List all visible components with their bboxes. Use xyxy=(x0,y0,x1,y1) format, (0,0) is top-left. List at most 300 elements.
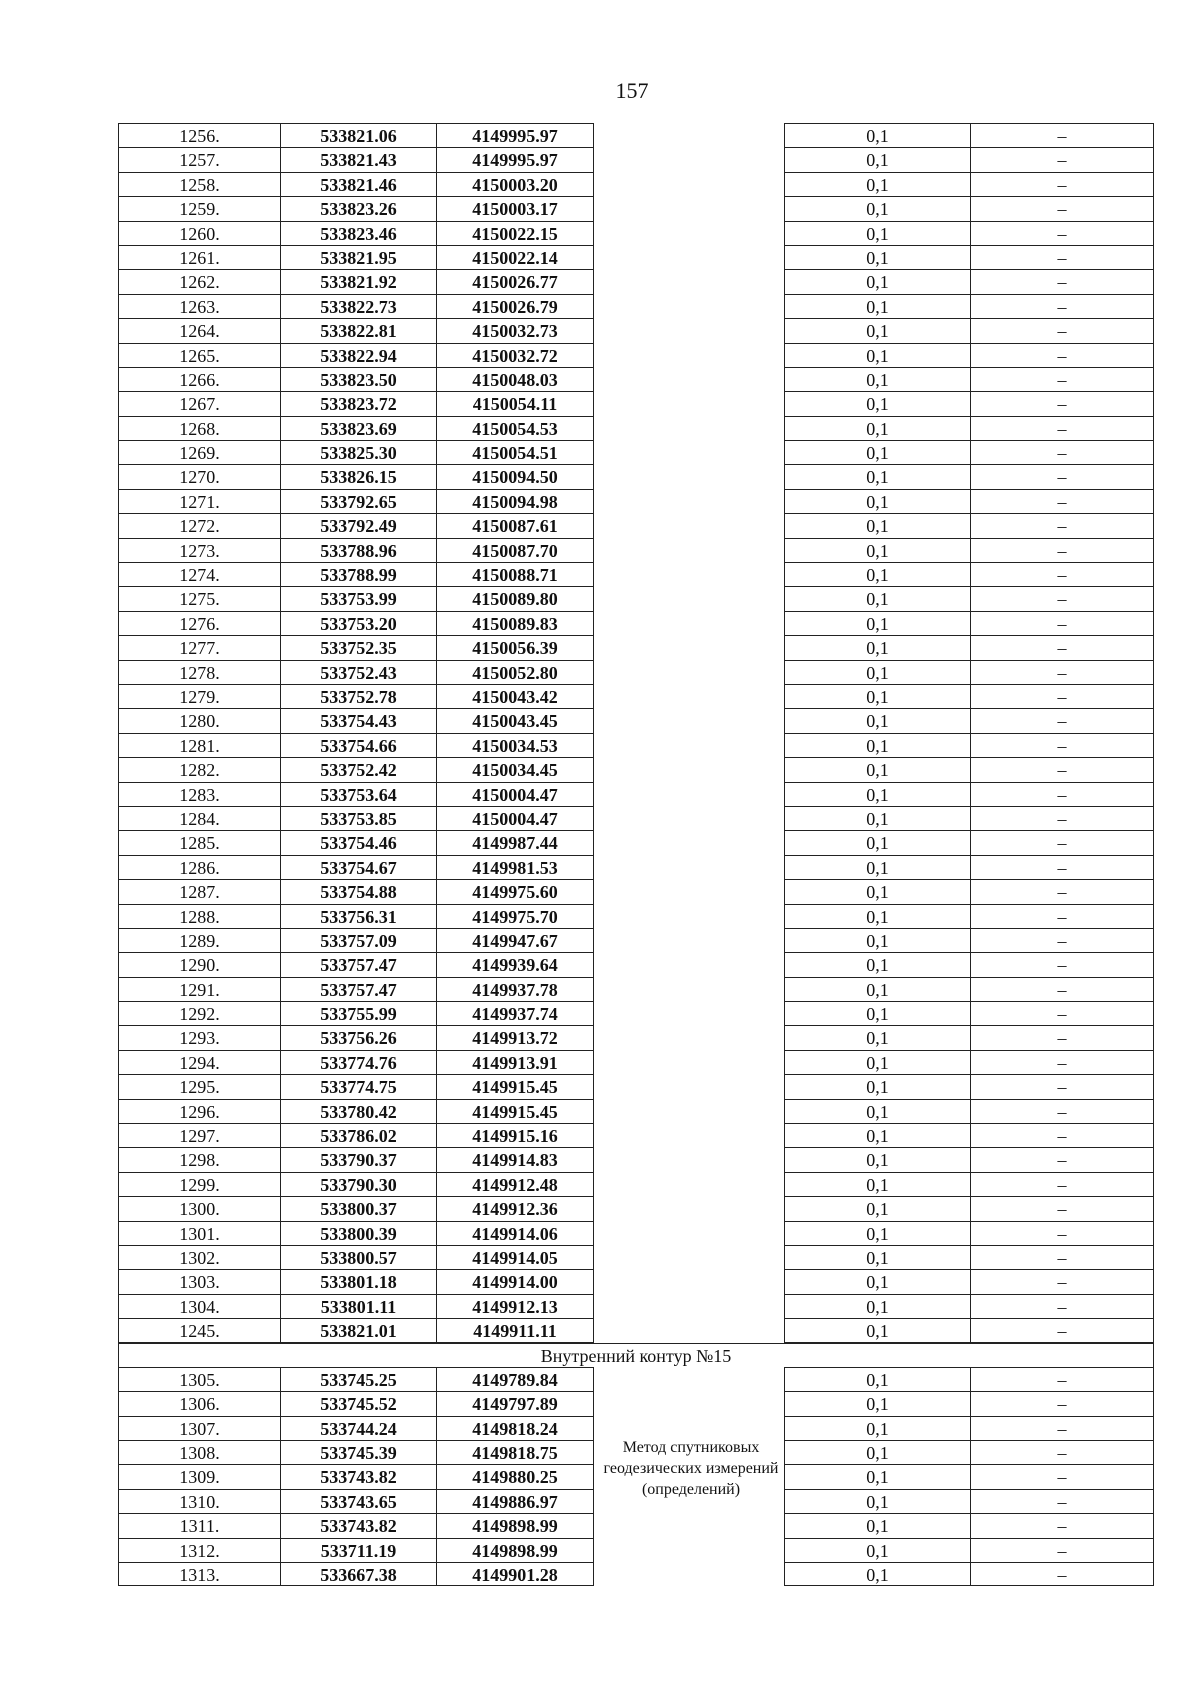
accuracy-cell: 0,1 xyxy=(784,294,970,318)
y-coordinate-cell: 4150032.72 xyxy=(436,343,594,367)
y-coordinate-cell: 4149901.28 xyxy=(436,1562,594,1586)
y-coordinate-cell: 4150034.53 xyxy=(436,733,594,757)
table-row xyxy=(118,806,1154,830)
coordinates-table xyxy=(118,123,1154,1586)
accuracy-cell: 0,1 xyxy=(784,1099,970,1123)
point-number-cell: 1312. xyxy=(118,1538,280,1562)
note-cell: – xyxy=(970,172,1154,196)
accuracy-cell: 0,1 xyxy=(784,416,970,440)
table-row xyxy=(118,708,1154,732)
point-number-cell: 1270. xyxy=(118,464,280,488)
table-row xyxy=(118,343,1154,367)
y-coordinate-cell: 4149939.64 xyxy=(436,952,594,976)
method-column-gap xyxy=(594,538,784,562)
note-cell: – xyxy=(970,660,1154,684)
y-coordinate-cell: 4149912.13 xyxy=(436,1294,594,1318)
accuracy-cell: 0,1 xyxy=(784,1464,970,1488)
y-coordinate-cell: 4149937.78 xyxy=(436,977,594,1001)
x-coordinate-cell: 533757.47 xyxy=(280,952,436,976)
note-cell: – xyxy=(970,830,1154,854)
x-coordinate-cell: 533826.15 xyxy=(280,464,436,488)
method-column-gap xyxy=(594,221,784,245)
method-column-gap xyxy=(594,904,784,928)
method-column-gap xyxy=(594,196,784,220)
x-coordinate-cell: 533822.94 xyxy=(280,343,436,367)
y-coordinate-cell: 4149914.83 xyxy=(436,1147,594,1171)
accuracy-cell: 0,1 xyxy=(784,830,970,854)
x-coordinate-cell: 533757.47 xyxy=(280,977,436,1001)
point-number-cell: 1260. xyxy=(118,221,280,245)
point-number-cell: 1262. xyxy=(118,269,280,293)
point-number-cell: 1298. xyxy=(118,1147,280,1171)
accuracy-cell: 0,1 xyxy=(784,489,970,513)
point-number-cell: 1282. xyxy=(118,757,280,781)
accuracy-cell: 0,1 xyxy=(784,684,970,708)
x-coordinate-cell: 533744.24 xyxy=(280,1416,436,1440)
point-number-cell: 1287. xyxy=(118,879,280,903)
point-number-cell: 1269. xyxy=(118,440,280,464)
x-coordinate-cell: 533752.42 xyxy=(280,757,436,781)
accuracy-cell: 0,1 xyxy=(784,1294,970,1318)
x-coordinate-cell: 533743.82 xyxy=(280,1464,436,1488)
note-cell: – xyxy=(970,1562,1154,1586)
table-row xyxy=(118,221,1154,245)
method-column-gap xyxy=(594,611,784,635)
note-cell: – xyxy=(970,1367,1154,1391)
point-number-cell: 1264. xyxy=(118,318,280,342)
accuracy-cell: 0,1 xyxy=(784,1123,970,1147)
x-coordinate-cell: 533756.26 xyxy=(280,1025,436,1049)
note-cell: – xyxy=(970,1391,1154,1415)
x-coordinate-cell: 533788.96 xyxy=(280,538,436,562)
point-number-cell: 1273. xyxy=(118,538,280,562)
accuracy-cell: 0,1 xyxy=(784,586,970,610)
table-row xyxy=(118,245,1154,269)
note-cell: – xyxy=(970,416,1154,440)
point-number-cell: 1285. xyxy=(118,830,280,854)
point-number-cell: 1258. xyxy=(118,172,280,196)
method-column-gap xyxy=(594,928,784,952)
point-number-cell: 1286. xyxy=(118,855,280,879)
accuracy-cell: 0,1 xyxy=(784,440,970,464)
y-coordinate-cell: 4150034.45 xyxy=(436,757,594,781)
point-number-cell: 1259. xyxy=(118,196,280,220)
y-coordinate-cell: 4149975.70 xyxy=(436,904,594,928)
note-cell: – xyxy=(970,1440,1154,1464)
point-number-cell: 1308. xyxy=(118,1440,280,1464)
note-cell: – xyxy=(970,123,1154,147)
note-cell: – xyxy=(970,367,1154,391)
x-coordinate-cell: 533711.19 xyxy=(280,1538,436,1562)
x-coordinate-cell: 533774.76 xyxy=(280,1050,436,1074)
method-column-gap xyxy=(594,416,784,440)
y-coordinate-cell: 4149913.72 xyxy=(436,1025,594,1049)
note-cell: – xyxy=(970,1513,1154,1537)
point-number-cell: 1279. xyxy=(118,684,280,708)
method-column-gap xyxy=(594,855,784,879)
point-number-cell: 1284. xyxy=(118,806,280,830)
table-row xyxy=(118,513,1154,537)
y-coordinate-cell: 4149818.24 xyxy=(436,1416,594,1440)
y-coordinate-cell: 4150022.15 xyxy=(436,221,594,245)
note-cell: – xyxy=(970,1416,1154,1440)
accuracy-cell: 0,1 xyxy=(784,513,970,537)
accuracy-cell: 0,1 xyxy=(784,733,970,757)
point-number-cell: 1313. xyxy=(118,1562,280,1586)
table-row xyxy=(118,172,1154,196)
x-coordinate-cell: 533792.49 xyxy=(280,513,436,537)
accuracy-cell: 0,1 xyxy=(784,196,970,220)
method-column-gap xyxy=(594,586,784,610)
method-note: Метод спутниковых геодезических измерений (определений) xyxy=(603,1439,779,1498)
method-column-gap xyxy=(594,782,784,806)
table-row xyxy=(118,952,1154,976)
note-cell: – xyxy=(970,391,1154,415)
method-column-gap xyxy=(594,513,784,537)
accuracy-cell: 0,1 xyxy=(784,1489,970,1513)
accuracy-cell: 0,1 xyxy=(784,1245,970,1269)
accuracy-cell: 0,1 xyxy=(784,391,970,415)
x-coordinate-cell: 533788.99 xyxy=(280,562,436,586)
point-number-cell: 1306. xyxy=(118,1391,280,1415)
note-cell: – xyxy=(970,147,1154,171)
y-coordinate-cell: 4149914.05 xyxy=(436,1245,594,1269)
accuracy-cell: 0,1 xyxy=(784,1538,970,1562)
point-number-cell: 1295. xyxy=(118,1074,280,1098)
accuracy-cell: 0,1 xyxy=(784,1147,970,1171)
y-coordinate-cell: 4150022.14 xyxy=(436,245,594,269)
point-number-cell: 1281. xyxy=(118,733,280,757)
x-coordinate-cell: 533821.92 xyxy=(280,269,436,293)
x-coordinate-cell: 533753.20 xyxy=(280,611,436,635)
accuracy-cell: 0,1 xyxy=(784,977,970,1001)
accuracy-cell: 0,1 xyxy=(784,708,970,732)
y-coordinate-cell: 4149915.45 xyxy=(436,1074,594,1098)
method-column-gap xyxy=(594,343,784,367)
x-coordinate-cell: 533801.11 xyxy=(280,1294,436,1318)
note-cell: – xyxy=(970,1147,1154,1171)
method-column-gap xyxy=(594,660,784,684)
method-column-gap xyxy=(594,879,784,903)
note-cell: – xyxy=(970,977,1154,1001)
method-column-gap xyxy=(594,1147,784,1171)
table-row xyxy=(118,196,1154,220)
x-coordinate-cell: 533823.26 xyxy=(280,196,436,220)
page-number: 157 xyxy=(615,78,649,103)
y-coordinate-cell: 4150048.03 xyxy=(436,367,594,391)
point-number-cell: 1277. xyxy=(118,635,280,659)
note-cell: – xyxy=(970,269,1154,293)
point-number-cell: 1291. xyxy=(118,977,280,1001)
y-coordinate-cell: 4150054.51 xyxy=(436,440,594,464)
method-column-gap xyxy=(594,1196,784,1220)
x-coordinate-cell: 533754.67 xyxy=(280,855,436,879)
note-cell: – xyxy=(970,1050,1154,1074)
y-coordinate-cell: 4149937.74 xyxy=(436,1001,594,1025)
point-number-cell: 1297. xyxy=(118,1123,280,1147)
note-cell: – xyxy=(970,1025,1154,1049)
table-row xyxy=(118,1513,1154,1537)
point-number-cell: 1305. xyxy=(118,1367,280,1391)
table-row xyxy=(118,1196,1154,1220)
x-coordinate-cell: 533786.02 xyxy=(280,1123,436,1147)
point-number-cell: 1293. xyxy=(118,1025,280,1049)
accuracy-cell: 0,1 xyxy=(784,245,970,269)
point-number-cell: 1288. xyxy=(118,904,280,928)
note-cell: – xyxy=(970,684,1154,708)
point-number-cell: 1271. xyxy=(118,489,280,513)
point-number-cell: 1311. xyxy=(118,1513,280,1537)
y-coordinate-cell: 4150026.77 xyxy=(436,269,594,293)
method-column-gap xyxy=(594,391,784,415)
accuracy-cell: 0,1 xyxy=(784,464,970,488)
accuracy-cell: 0,1 xyxy=(784,1269,970,1293)
note-cell: – xyxy=(970,513,1154,537)
y-coordinate-cell: 4149914.06 xyxy=(436,1221,594,1245)
table-row xyxy=(118,1367,1154,1391)
method-column-gap xyxy=(594,977,784,1001)
method-column-gap xyxy=(594,733,784,757)
table-row xyxy=(118,1025,1154,1049)
y-coordinate-cell: 4150026.79 xyxy=(436,294,594,318)
x-coordinate-cell: 533756.31 xyxy=(280,904,436,928)
method-column-gap xyxy=(594,489,784,513)
note-cell: – xyxy=(970,1001,1154,1025)
table-row xyxy=(118,562,1154,586)
accuracy-cell: 0,1 xyxy=(784,635,970,659)
y-coordinate-cell: 4149912.36 xyxy=(436,1196,594,1220)
point-number-cell: 1307. xyxy=(118,1416,280,1440)
method-column-gap xyxy=(594,1391,784,1415)
accuracy-cell: 0,1 xyxy=(784,904,970,928)
x-coordinate-cell: 533823.50 xyxy=(280,367,436,391)
table-row xyxy=(118,1294,1154,1318)
note-cell: – xyxy=(970,757,1154,781)
accuracy-cell: 0,1 xyxy=(784,221,970,245)
table-row xyxy=(118,416,1154,440)
accuracy-cell: 0,1 xyxy=(784,1050,970,1074)
y-coordinate-cell: 4150004.47 xyxy=(436,782,594,806)
x-coordinate-cell: 533780.42 xyxy=(280,1099,436,1123)
note-cell: – xyxy=(970,782,1154,806)
note-cell: – xyxy=(970,562,1154,586)
point-number-cell: 1267. xyxy=(118,391,280,415)
x-coordinate-cell: 533743.82 xyxy=(280,1513,436,1537)
y-coordinate-cell: 4149987.44 xyxy=(436,830,594,854)
table-row xyxy=(118,977,1154,1001)
y-coordinate-cell: 4150056.39 xyxy=(436,635,594,659)
point-number-cell: 1302. xyxy=(118,1245,280,1269)
note-cell: – xyxy=(970,221,1154,245)
accuracy-cell: 0,1 xyxy=(784,1513,970,1537)
note-cell: – xyxy=(970,343,1154,367)
table-row xyxy=(118,1147,1154,1171)
accuracy-cell: 0,1 xyxy=(784,782,970,806)
note-cell: – xyxy=(970,1221,1154,1245)
accuracy-cell: 0,1 xyxy=(784,1074,970,1098)
x-coordinate-cell: 533754.46 xyxy=(280,830,436,854)
accuracy-cell: 0,1 xyxy=(784,660,970,684)
method-column-gap xyxy=(594,269,784,293)
note-cell: – xyxy=(970,318,1154,342)
table-row xyxy=(118,782,1154,806)
method-column-gap xyxy=(594,1099,784,1123)
method-column-gap xyxy=(594,952,784,976)
x-coordinate-cell: 533774.75 xyxy=(280,1074,436,1098)
point-number-cell: 1266. xyxy=(118,367,280,391)
point-number-cell: 1276. xyxy=(118,611,280,635)
x-coordinate-cell: 533755.99 xyxy=(280,1001,436,1025)
y-coordinate-cell: 4150087.70 xyxy=(436,538,594,562)
x-coordinate-cell: 533821.46 xyxy=(280,172,436,196)
note-cell: – xyxy=(970,1538,1154,1562)
accuracy-cell: 0,1 xyxy=(784,879,970,903)
method-column-gap xyxy=(594,684,784,708)
table-row xyxy=(118,1172,1154,1196)
y-coordinate-cell: 4149995.97 xyxy=(436,147,594,171)
x-coordinate-cell: 533753.99 xyxy=(280,586,436,610)
point-number-cell: 1245. xyxy=(118,1318,280,1342)
table-row xyxy=(118,660,1154,684)
method-column-gap xyxy=(594,464,784,488)
table-row xyxy=(118,635,1154,659)
x-coordinate-cell: 533745.39 xyxy=(280,1440,436,1464)
accuracy-cell: 0,1 xyxy=(784,269,970,293)
note-cell: – xyxy=(970,538,1154,562)
x-coordinate-cell: 533821.95 xyxy=(280,245,436,269)
point-number-cell: 1268. xyxy=(118,416,280,440)
point-number-cell: 1294. xyxy=(118,1050,280,1074)
method-column-gap xyxy=(594,1074,784,1098)
method-column-gap xyxy=(594,172,784,196)
method-column-gap xyxy=(594,1172,784,1196)
method-column-gap xyxy=(594,245,784,269)
method-column-gap xyxy=(594,1269,784,1293)
accuracy-cell: 0,1 xyxy=(784,952,970,976)
x-coordinate-cell: 533800.37 xyxy=(280,1196,436,1220)
note-cell: – xyxy=(970,635,1154,659)
point-number-cell: 1263. xyxy=(118,294,280,318)
accuracy-cell: 0,1 xyxy=(784,928,970,952)
accuracy-cell: 0,1 xyxy=(784,1025,970,1049)
note-cell: – xyxy=(970,855,1154,879)
method-column-gap xyxy=(594,1318,784,1342)
method-column-gap xyxy=(594,562,784,586)
accuracy-cell: 0,1 xyxy=(784,1367,970,1391)
y-coordinate-cell: 4149880.25 xyxy=(436,1464,594,1488)
note-cell: – xyxy=(970,196,1154,220)
x-coordinate-cell: 533790.30 xyxy=(280,1172,436,1196)
y-coordinate-cell: 4150043.45 xyxy=(436,708,594,732)
table-row xyxy=(118,318,1154,342)
note-cell: – xyxy=(970,464,1154,488)
accuracy-cell: 0,1 xyxy=(784,1001,970,1025)
note-cell: – xyxy=(970,928,1154,952)
point-number-cell: 1265. xyxy=(118,343,280,367)
y-coordinate-cell: 4149886.97 xyxy=(436,1489,594,1513)
note-cell: – xyxy=(970,952,1154,976)
y-coordinate-cell: 4150052.80 xyxy=(436,660,594,684)
accuracy-cell: 0,1 xyxy=(784,1221,970,1245)
point-number-cell: 1292. xyxy=(118,1001,280,1025)
table-row xyxy=(118,1562,1154,1586)
table-row xyxy=(118,586,1154,610)
table-row xyxy=(118,684,1154,708)
table-row xyxy=(118,611,1154,635)
x-coordinate-cell: 533801.18 xyxy=(280,1269,436,1293)
x-coordinate-cell: 533745.52 xyxy=(280,1391,436,1415)
table-row xyxy=(118,733,1154,757)
accuracy-cell: 0,1 xyxy=(784,611,970,635)
note-cell: – xyxy=(970,611,1154,635)
method-column-gap xyxy=(594,367,784,391)
x-coordinate-cell: 533752.78 xyxy=(280,684,436,708)
table-row xyxy=(118,1123,1154,1147)
table-row xyxy=(118,904,1154,928)
x-coordinate-cell: 533754.88 xyxy=(280,879,436,903)
method-column-gap xyxy=(594,708,784,732)
y-coordinate-cell: 4150004.47 xyxy=(436,806,594,830)
method-column-gap xyxy=(594,1123,784,1147)
x-coordinate-cell: 533821.01 xyxy=(280,1318,436,1342)
y-coordinate-cell: 4149912.48 xyxy=(436,1172,594,1196)
table-row xyxy=(118,1221,1154,1245)
y-coordinate-cell: 4150043.42 xyxy=(436,684,594,708)
point-number-cell: 1300. xyxy=(118,1196,280,1220)
x-coordinate-cell: 533800.39 xyxy=(280,1221,436,1245)
note-cell: – xyxy=(970,879,1154,903)
point-number-cell: 1310. xyxy=(118,1489,280,1513)
point-number-cell: 1303. xyxy=(118,1269,280,1293)
y-coordinate-cell: 4149913.91 xyxy=(436,1050,594,1074)
x-coordinate-cell: 533745.25 xyxy=(280,1367,436,1391)
table-row xyxy=(118,1538,1154,1562)
accuracy-cell: 0,1 xyxy=(784,855,970,879)
accuracy-cell: 0,1 xyxy=(784,1196,970,1220)
upper-table-body xyxy=(118,123,1154,1343)
point-number-cell: 1309. xyxy=(118,1464,280,1488)
method-column-gap xyxy=(594,757,784,781)
y-coordinate-cell: 4150094.98 xyxy=(436,489,594,513)
accuracy-cell: 0,1 xyxy=(784,367,970,391)
table-row xyxy=(118,1391,1154,1415)
method-column-gap xyxy=(594,1025,784,1049)
accuracy-cell: 0,1 xyxy=(784,562,970,586)
note-cell: – xyxy=(970,904,1154,928)
accuracy-cell: 0,1 xyxy=(784,757,970,781)
x-coordinate-cell: 533743.65 xyxy=(280,1489,436,1513)
table-row xyxy=(118,269,1154,293)
y-coordinate-cell: 4149975.60 xyxy=(436,879,594,903)
note-cell: – xyxy=(970,1074,1154,1098)
x-coordinate-cell: 533823.46 xyxy=(280,221,436,245)
method-column-gap xyxy=(594,294,784,318)
method-column-gap xyxy=(594,1245,784,1269)
point-number-cell: 1274. xyxy=(118,562,280,586)
x-coordinate-cell: 533825.30 xyxy=(280,440,436,464)
accuracy-cell: 0,1 xyxy=(784,1318,970,1342)
note-cell: – xyxy=(970,586,1154,610)
accuracy-cell: 0,1 xyxy=(784,318,970,342)
note-cell: – xyxy=(970,1123,1154,1147)
point-number-cell: 1290. xyxy=(118,952,280,976)
x-coordinate-cell: 533800.57 xyxy=(280,1245,436,1269)
y-coordinate-cell: 4149898.99 xyxy=(436,1513,594,1537)
accuracy-cell: 0,1 xyxy=(784,538,970,562)
x-coordinate-cell: 533752.35 xyxy=(280,635,436,659)
x-coordinate-cell: 533753.85 xyxy=(280,806,436,830)
x-coordinate-cell: 533792.65 xyxy=(280,489,436,513)
